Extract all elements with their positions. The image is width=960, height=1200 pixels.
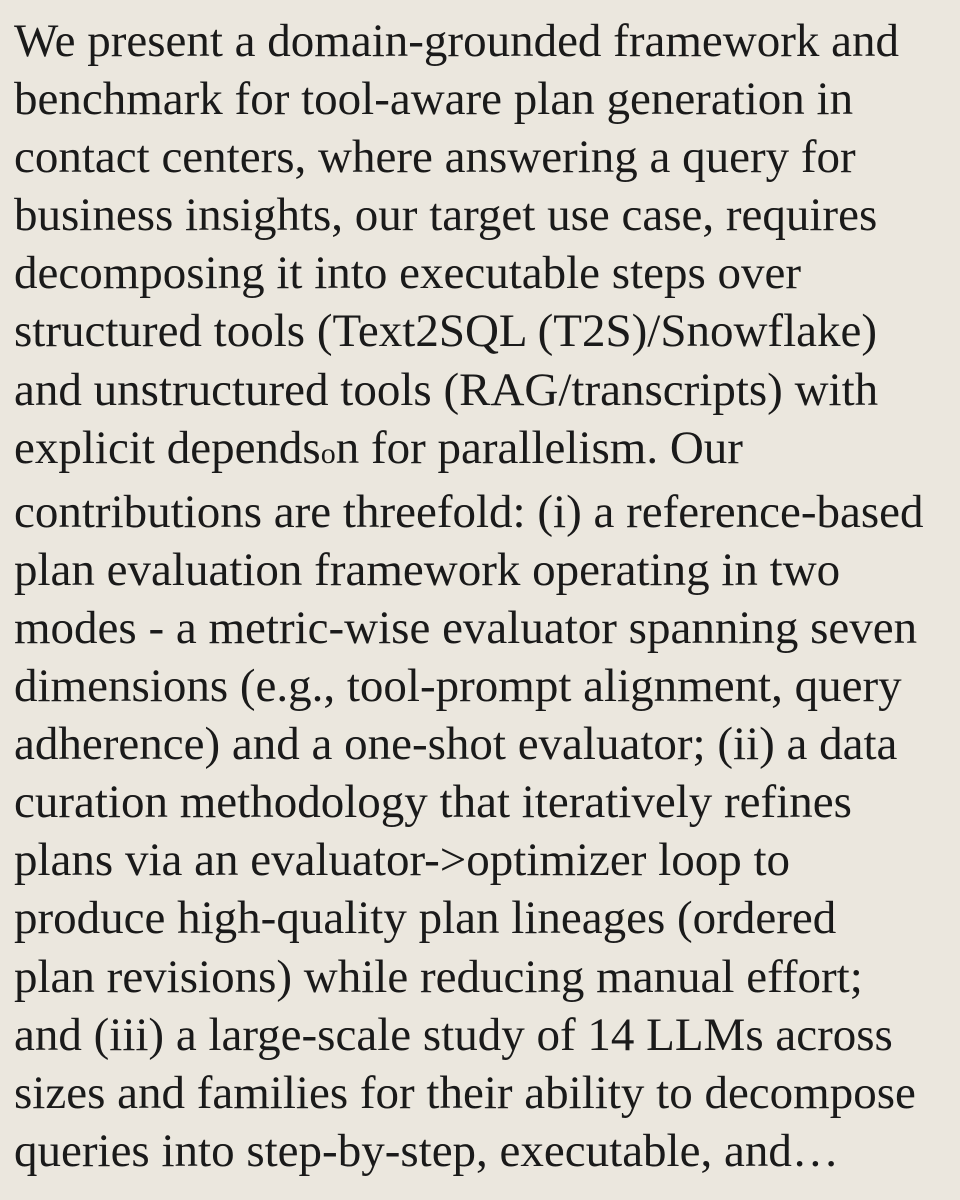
text-line: sizes and families for their ability to decompose	[14, 1066, 916, 1119]
small-glyph: o	[320, 436, 336, 470]
text-fragment: explicit depends	[14, 421, 321, 474]
text-line: business insights, our target use case, requires	[14, 189, 878, 242]
text-fragment: n for parallelism. Our	[335, 421, 743, 474]
text-line: curation methodology that iteratively refines	[14, 776, 852, 829]
text-line: queries into step-by-step, executable, and…	[14, 1124, 839, 1177]
text-line: produce high-quality plan lineages (ordered	[14, 892, 837, 945]
abstract-paragraph	[14, 12, 950, 1180]
text-line: plan revisions) while reducing manual effort;	[14, 950, 863, 1003]
text-line: contact centers, where answering a query for	[14, 131, 856, 184]
text-line: and unstructured tools (RAG/transcripts) with	[14, 363, 879, 416]
text-line: and (iii) a large-scale study of 14 LLMs across	[14, 1008, 893, 1061]
text-line: We present a domain-grounded framework and	[14, 15, 899, 67]
text-line: dimensions (e.g., tool-prompt alignment, query	[14, 660, 902, 713]
text-line	[14, 419, 950, 483]
text-line: adherence) and a one-shot evaluator; (ii) a data	[14, 718, 898, 771]
text-line: contributions are threefold: (i) a reference-based	[14, 485, 924, 538]
text-line: modes - a metric-wise evaluator spanning seven	[14, 601, 918, 654]
text-line: plans via an evaluator->optimizer loop to	[14, 834, 791, 887]
text-line: structured tools (Text2SQL (T2S)/Snowflake)	[14, 305, 878, 358]
text-line: benchmark for tool-aware plan generation in	[14, 73, 854, 126]
text-line: decomposing it into executable steps over	[14, 247, 802, 300]
text-line: plan evaluation framework operating in two	[14, 543, 841, 596]
